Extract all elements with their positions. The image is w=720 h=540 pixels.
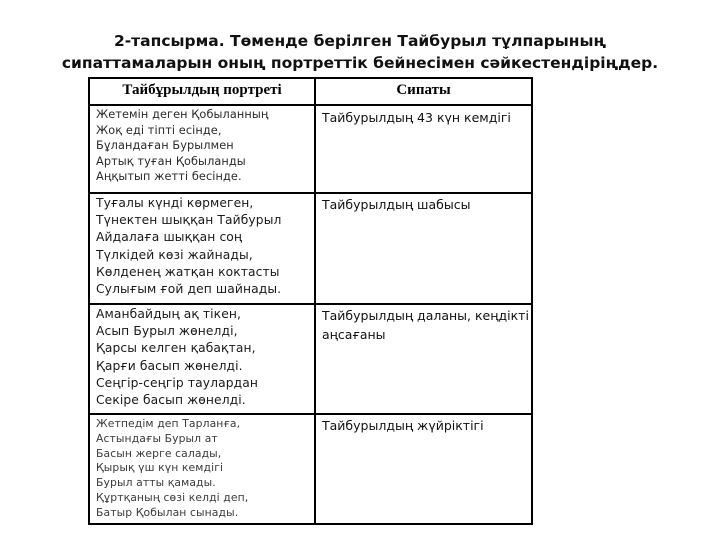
column-divider (314, 79, 316, 523)
poem-line: Сулығым ғой деп шайнады. (96, 282, 282, 297)
row-divider-1 (90, 192, 531, 194)
poem-line: Артық туған Қобыланды (96, 154, 246, 168)
poem-line: Көлденең жатқан коктасты (96, 264, 280, 279)
portrait-cell-2 (96, 195, 314, 298)
poem-line: Басын жерге салады, (96, 446, 222, 460)
poem-line: Аңқытып жетті бесінде. (96, 170, 242, 184)
poem-line: Түнектен шыққан Тайбурыл (96, 213, 282, 228)
task-title-line-2: сипаттамаларын оның портреттік бейнесімен сәйкестендіріңдер. (61, 54, 659, 72)
matching-table (88, 77, 533, 525)
poem-line: Жетпедім деп Тарланға, (96, 417, 241, 430)
poem-line: Бұландаған Бурылмен (96, 139, 234, 153)
portrait-cell-1 (96, 107, 314, 185)
portrait-cell-4 (96, 417, 314, 521)
description-cell-4: Тайбурылдың жүйріктігі (322, 418, 484, 433)
row-divider-2 (90, 303, 531, 305)
portrait-cell-3 (96, 306, 314, 409)
poem-line: Жетемін деген Қобыланның (96, 108, 269, 121)
poem-line: Батыр Қобылан сынады. (96, 505, 239, 519)
task-title-line-1: 2-тапсырма. Төменде берілген Тайбурыл тұлпарының (113, 32, 607, 50)
poem-line: Айдалаға шыққан соң (96, 230, 243, 245)
poem-line: Аманбайдың ақ тікен, (96, 307, 242, 321)
poem-line: Туғалы күнді көрмеген, (96, 196, 254, 210)
task-title (0, 30, 720, 74)
poem-line: Секіре басып жөнелді. (96, 393, 246, 408)
poem-line: Қарсы келген қабақтан, (96, 341, 256, 356)
poem-line: Қырық үш күн кемдігі (96, 461, 224, 475)
header-description: Сипаты (396, 82, 451, 98)
description-cell-2: Тайбурылдың шабысы (322, 197, 471, 212)
poem-line: Асып Бурыл жөнелді, (96, 324, 238, 339)
poem-line: Түлкідей көзі жайнады, (96, 247, 253, 262)
description-cell-1: Тайбурылдың 43 күн кемдігі (322, 110, 511, 125)
header-divider (90, 104, 531, 106)
poem-line: Құртқаның сөзі келді деп, (96, 490, 249, 504)
poem-line: Бурыл атты қамады. (96, 476, 216, 490)
poem-line: Жоқ еді тіпті есінде, (96, 123, 222, 137)
poem-line: Астындағы Бурыл ат (96, 431, 218, 445)
description-cell-3: Тайбурылдың даланы, кеңдікті аңсағаны (322, 308, 529, 342)
poem-line: Сеңгір-сеңгір таулардан (96, 375, 258, 390)
row-divider-3 (90, 413, 531, 415)
header-portrait: Тайбұрылдың портреті (122, 82, 282, 98)
poem-line: Қарғи басып жөнелді. (96, 358, 243, 373)
